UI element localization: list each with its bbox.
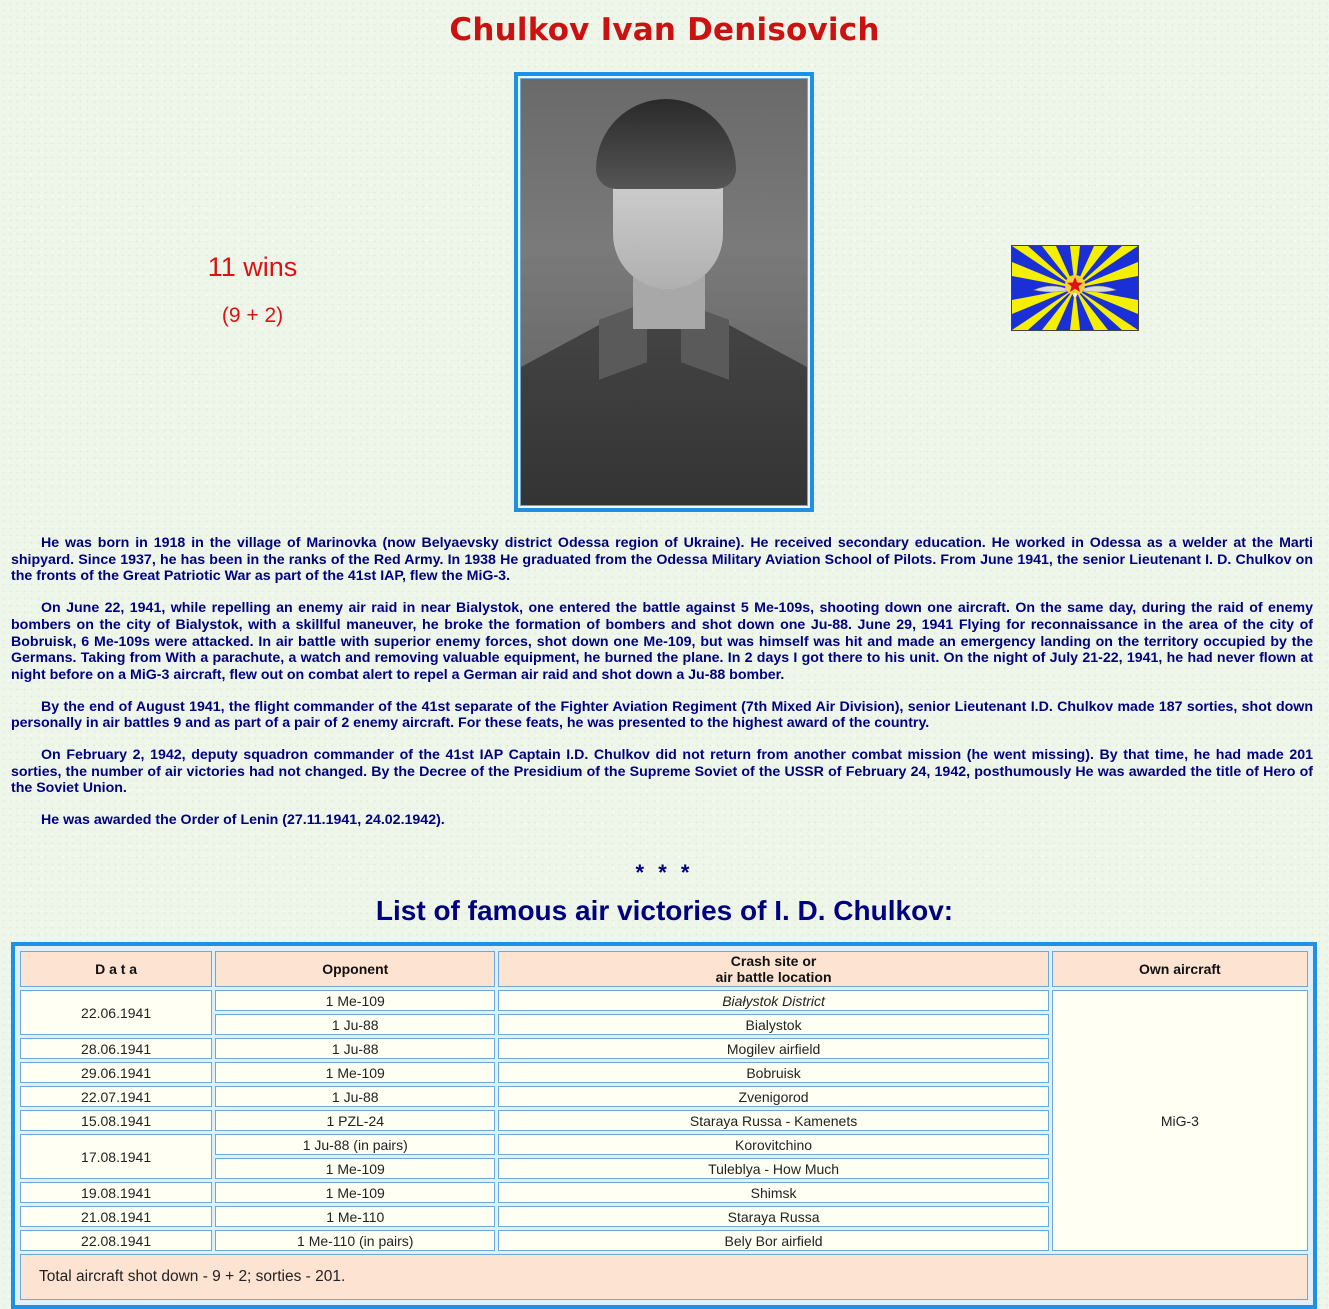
air-force-flag-icon <box>1011 245 1139 331</box>
header-own-aircraft: Own aircraft <box>1052 951 1308 987</box>
cell-date: 22.07.1941 <box>20 1086 212 1107</box>
biography-paragraph: On June 22, 1941, while repelling an enemy air raid in near Bialystok, one entered the battle against 5 Me-109s, shooting down one aircraft. On the same day, during the raid of enemy bombers on the city of Bialystok, with a skillful maneuver, he broke the formation of bombers and shot down one Ju-88. June 29, 1941 Flying for reconnaissance in the area of the city of Bobruisk, 6 Me-109s were attacked. In air battle with superior enemy forces, shot down one Me-109, but was himself was hit and made an emergency landing on the territory occupied by the Germans. Taking from With a parachute, a watch and removing valuable equipment, he burned the plane. In 2 days I got there to his unit. On the night of July 21-22, 1941, he had never flown at night before on a MiG-3 aircraft, flew out on combat alert to repel a German air raid and shot down a Ju-88 bomber. <box>11 600 1313 683</box>
victories-table-frame <box>11 942 1317 1309</box>
cell-date: 19.08.1941 <box>20 1182 212 1203</box>
cell-opponent: 1 Me-110 (in pairs) <box>215 1230 495 1251</box>
cell-opponent: 1 Ju-88 <box>215 1038 495 1059</box>
page-title: Chulkov Ivan Denisovich <box>449 12 880 48</box>
wins-breakdown: (9 + 2) <box>221 304 284 327</box>
portrait-hair <box>596 99 736 189</box>
biography-paragraph: He was awarded the Order of Lenin (27.11.1941, 24.02.1942). <box>41 812 445 829</box>
cell-opponent: 1 Ju-88 <box>215 1086 495 1107</box>
table-row <box>20 990 1308 1011</box>
total-summary: Total aircraft shot down - 9 + 2; sorties - 201. <box>20 1254 1308 1300</box>
cell-opponent: 1 Ju-88 (in pairs) <box>215 1134 495 1155</box>
cell-opponent: 1 Me-109 <box>215 1158 495 1179</box>
cell-date: 17.08.1941 <box>20 1134 212 1179</box>
cell-location: Białystok District <box>498 990 1048 1011</box>
cell-location: Bobruisk <box>498 1062 1048 1083</box>
cell-opponent: 1 Me-109 <box>215 1182 495 1203</box>
cell-date: 22.06.1941 <box>20 990 212 1035</box>
cell-date: 21.08.1941 <box>20 1206 212 1227</box>
table-header-row <box>20 951 1308 987</box>
cell-opponent: 1 Me-110 <box>215 1206 495 1227</box>
cell-location: Mogilev airfield <box>498 1038 1048 1059</box>
header-location <box>498 951 1048 987</box>
cell-location: Tuleblya - How Much <box>498 1158 1048 1179</box>
portrait-photo-frame <box>514 72 814 512</box>
cell-location: Bely Bor airfield <box>498 1230 1048 1251</box>
biography-paragraph: He was born in 1918 in the village of Marinovka (now Belyaevsky district Odessa region of Ukraine). He received secondary education. He worked in Odessa as a welder at the Marti shipyard. Since 1937, he has been in the ranks of the Red Army. In 1938 He graduated from the Odessa Military Aviation School of Pilots. From June 1941, the senior Lieutenant I. D. Chulkov on the fronts of the Great Patriotic War as part of the 41st IAP, flew the MiG-3. <box>11 535 1313 585</box>
biography-paragraph: By the end of August 1941, the flight commander of the 41st separate of the Fighter Aviation Regiment (7th Mixed Air Division), senior Lieutenant I.D. Chulkov made 187 sorties, shot down personally in air battles 9 and as part of a pair of 2 enemy aircraft. For these feats, he was presented to the highest award of the country. <box>11 698 1313 732</box>
cell-location: Staraya Russa - Kamenets <box>498 1110 1048 1131</box>
cell-opponent: 1 Ju-88 <box>215 1014 495 1035</box>
cell-date: 22.08.1941 <box>20 1230 212 1251</box>
cell-own-aircraft: MiG-3 <box>1052 990 1308 1251</box>
cell-date: 15.08.1941 <box>20 1110 212 1131</box>
biography-paragraph: On February 2, 1942, deputy squadron commander of the 41st IAP Captain I.D. Chulkov did not return from another combat mission (he went missing). By that time, he had made 201 sorties, the number of air victories had not changed. By the Decree of the Presidium of the Supreme Soviet of the USSR of February 24, 1942, posthumously He was awarded the title of Hero of the Soviet Union. <box>11 747 1313 797</box>
cell-date: 29.06.1941 <box>20 1062 212 1083</box>
cell-location: Korovitchino <box>498 1134 1048 1155</box>
victories-table <box>17 948 1311 1303</box>
cell-date: 28.06.1941 <box>20 1038 212 1059</box>
cell-opponent: 1 Me-109 <box>215 990 495 1011</box>
table-total-row <box>20 1254 1308 1300</box>
portrait-photo <box>520 78 808 506</box>
header-date: D a t a <box>20 951 212 987</box>
header-opponent: Opponent <box>215 951 495 987</box>
cell-location: Zvenigorod <box>498 1086 1048 1107</box>
cell-opponent: 1 PZL-24 <box>215 1110 495 1131</box>
header-location-line1: Crash site or <box>730 953 817 969</box>
header-location-line2: air battle location <box>715 969 832 985</box>
portrait-uniform <box>521 304 807 506</box>
cell-opponent: 1 Me-109 <box>215 1062 495 1083</box>
biography <box>11 535 1313 844</box>
victories-list-title: List of famous air victories of I. D. Chulkov: <box>375 895 954 926</box>
wins-count: 11 wins <box>207 252 298 282</box>
cell-location: Shimsk <box>498 1182 1048 1203</box>
cell-location: Staraya Russa <box>498 1206 1048 1227</box>
cell-location: Bialystok <box>498 1014 1048 1035</box>
section-separator: * * * <box>635 860 694 885</box>
